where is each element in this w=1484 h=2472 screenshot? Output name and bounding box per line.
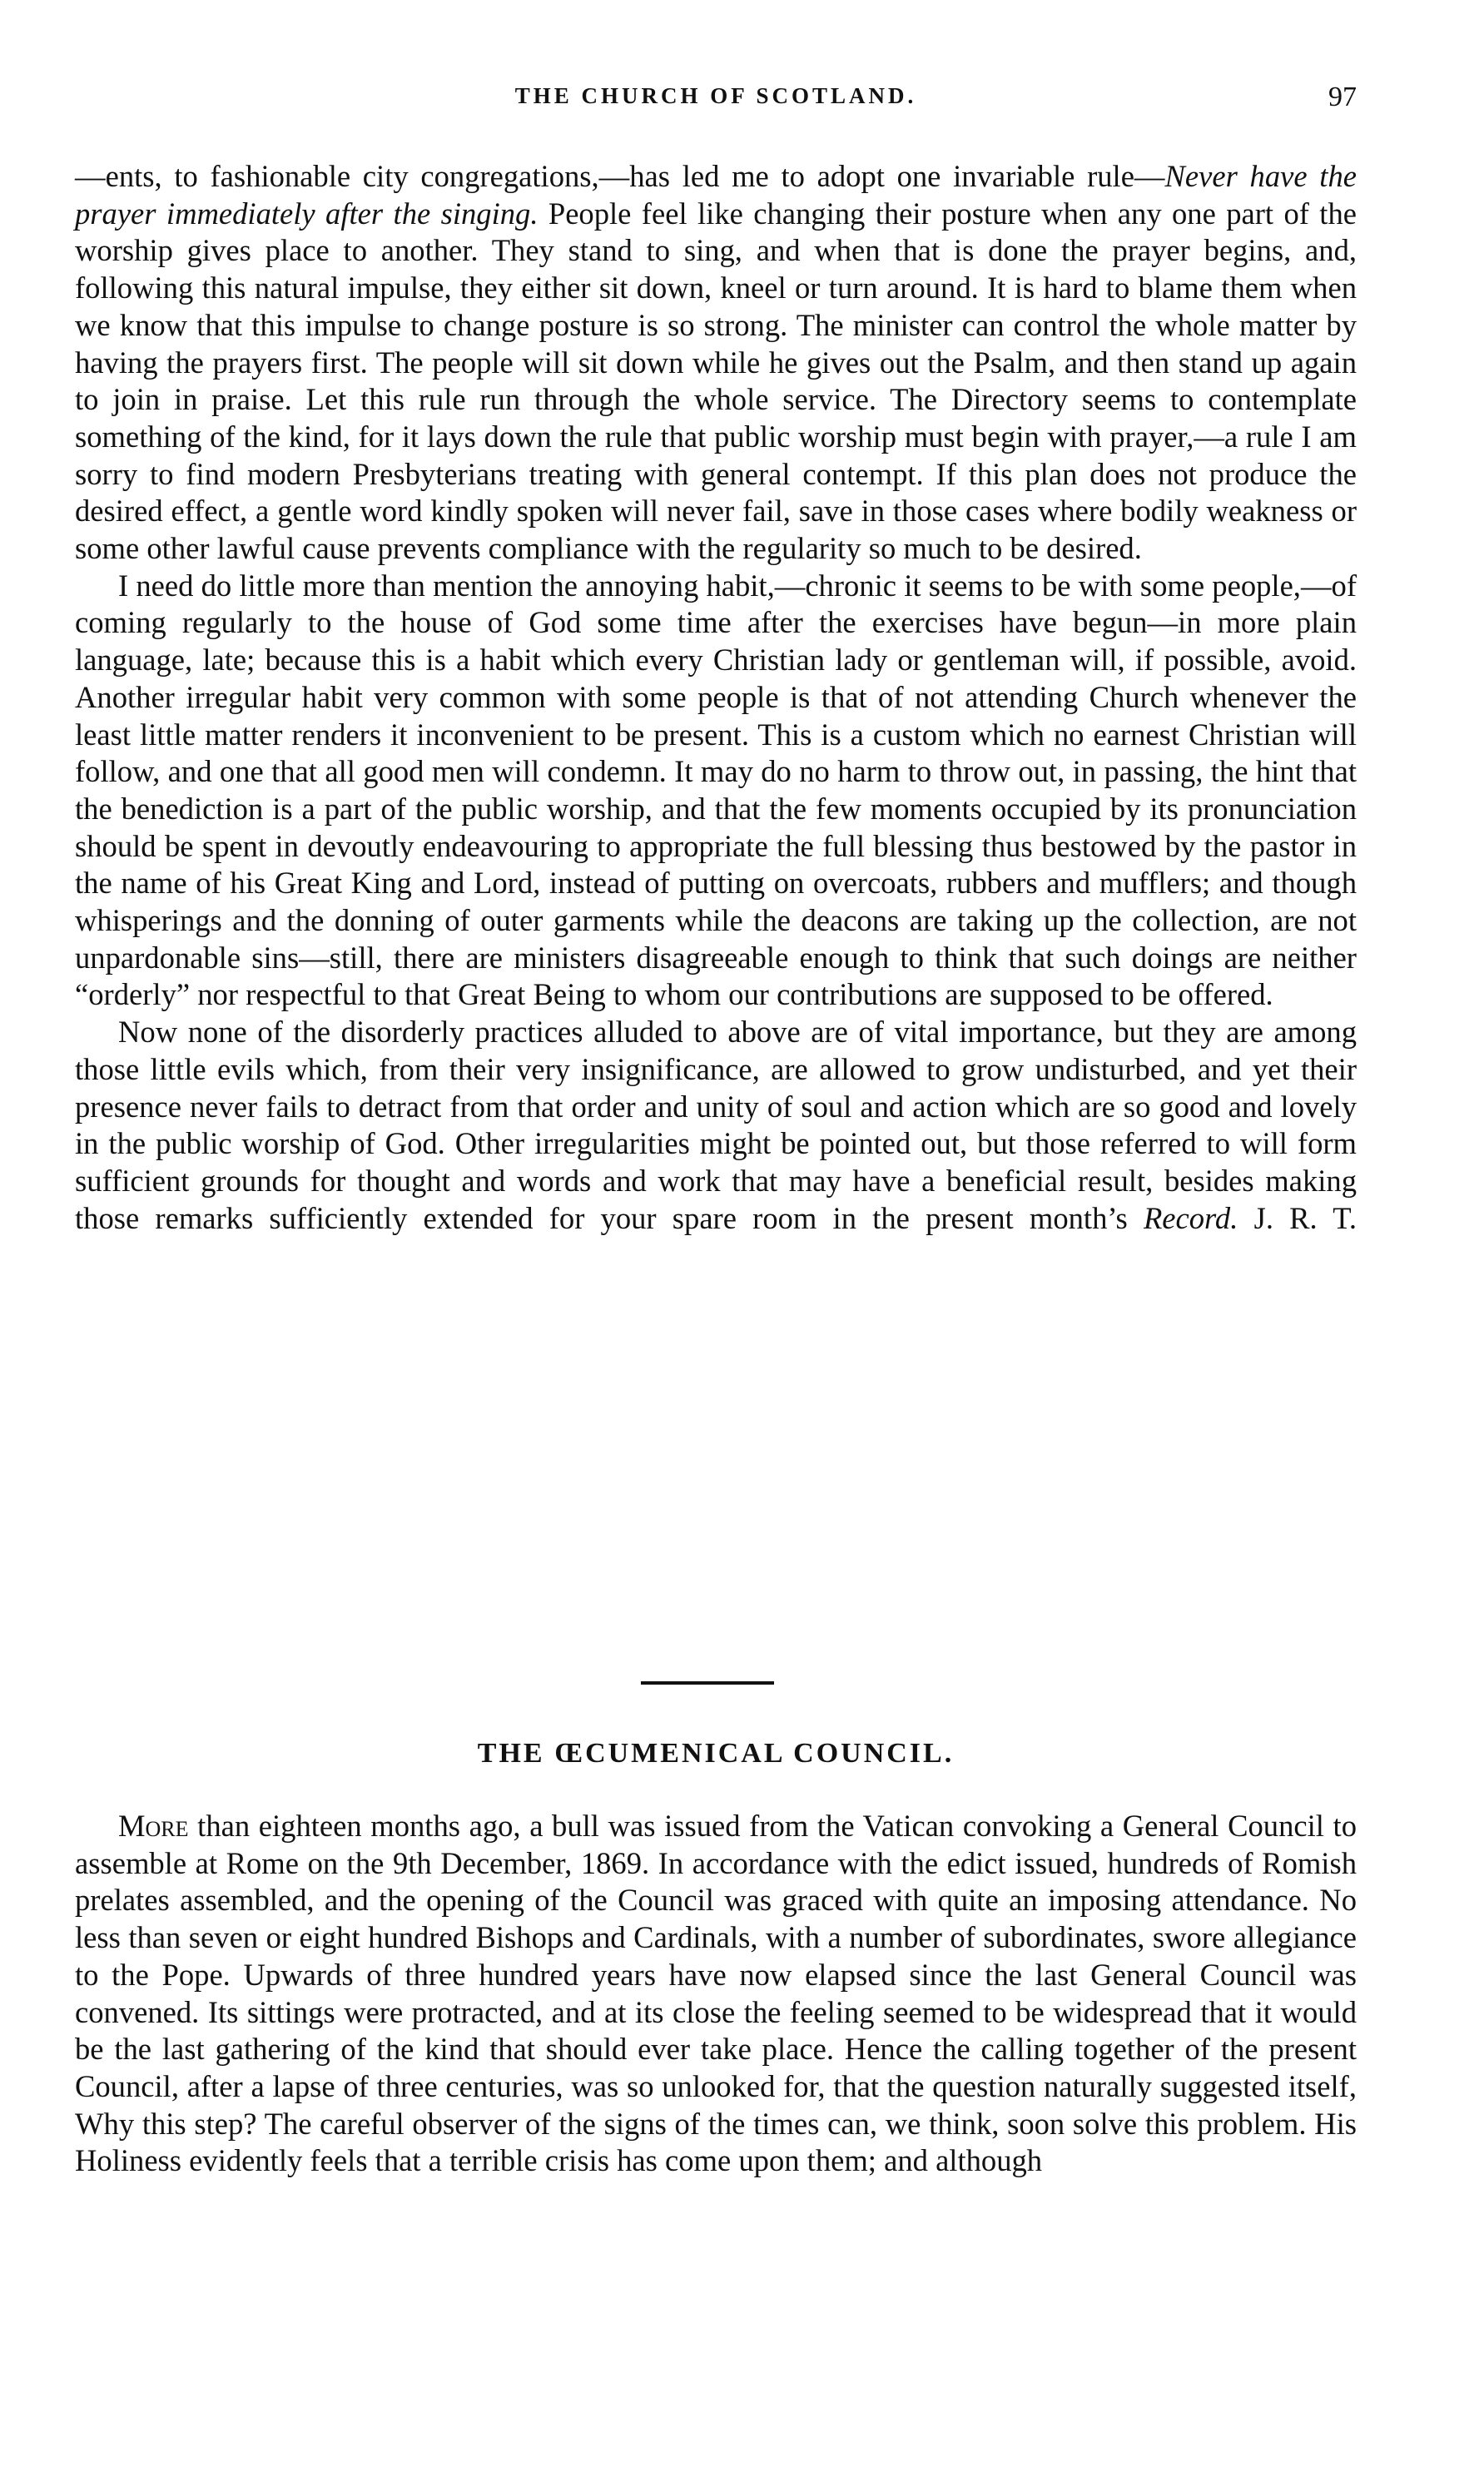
author-signature: J. R. T. (1253, 1200, 1357, 1235)
document-page (75, 0, 1357, 2472)
paragraph-text: than eighteen months ago, a bull was issued from the Vatican convoking a General Council to assemble at Rome on the 9th December, 1869. In accordance with the edict issued, hundreds of Romish prelates assembled, and the opening of the Council was graced with quite an imposing attendance. No less than seven or eight hundred Bishops and Cardinals, with a number of subordinates, swore allegiance to the Pope. Upwards of three hundred years have now elapsed since the last General Council was convened. Its sittings were protracted, and at its close the feeling seemed to be widespread that it would be the last gathering of the kind that should ever take place. Hence the calling together of the present Council, after a lapse of three centuries, was so unlooked for, that the question naturally suggested itself, Why this step? The careful observer of the signs of the times can, we think, soon solve this problem. His Holiness evidently feels that a terrible crisis has come upon them; and although (75, 1809, 1357, 2178)
running-head (75, 83, 1357, 117)
article-ecumenical-council (75, 1808, 1357, 2180)
paragraph-conclusion (75, 1014, 1357, 1237)
paragraph-text: I need do little more than mention the annoying habit,—chronic it seems to be with some people,—of coming regularly to the house of God some time after the exercises have begun—in more plain language, late; because this is a habit which every Christian lady or gentleman will, if possible, avoid. Another irregular habit very common with some people is that of not attending Church whenever the least little matter renders it inconvenient to be present. This is a custom which no earnest Christian will follow, and one that all good men will condemn. It may do no harm to throw out, in passing, the hint that the benediction is a part of the public worship, and that the few moments occupied by its pronunciation should be spent in devoutly endeavouring to appropriate the full blessing thus bestowed by the pastor in the name of his Great King and Lord, instead of putting on overcoats, rubbers and mufflers; and though whisperings and the donning of outer garments while the deacons are taking up the collection, are not unpardonable sins—still, there are ministers disagreeable enough to think that such doings are neither “orderly” nor respectful to that Great Being to whom our contributions are supposed to be offered. (75, 568, 1357, 1012)
italic-record: Record. (1143, 1200, 1238, 1235)
italic-rule: Never have the prayer immediately after the singing. (75, 159, 1357, 231)
lead-word: More (118, 1809, 189, 1843)
paragraph-posture (75, 158, 1357, 568)
paragraph-text: Now none of the disorderly practices alluded to above are of vital importance, but they are among those little evils which, from their very insignificance, are allowed to grow undisturbed, and yet their presence never fails to detract from that order and unity of soul and action which are so good and lovely in the public worship of God. Other irregularities might be pointed out, but those referred to will form sufficient grounds for thought and words and work that may have a beneficial result, besides making those remarks sufficiently extended for your spare room in the present month’s (75, 1015, 1357, 1235)
article-continuation (75, 158, 1357, 1237)
section-title: THE ŒCUMENICAL COUNCIL. (477, 1738, 955, 1769)
page-number: 97 (1328, 82, 1357, 112)
paragraph-council (75, 1808, 1357, 2180)
paragraph-text: —ents, to fashionable city congregations,—has led me to adopt one invariable rule— (75, 159, 1165, 193)
paragraph-late-coming (75, 568, 1357, 1014)
section-divider (641, 1681, 774, 1685)
running-title: THE CHURCH OF SCOTLAND. (514, 83, 917, 108)
paragraph-text: People feel like changing their posture when any one part of the worship gives place to another. They stand to sing, and when that is done the prayer begins, and, following this natural impulse, they either sit down, kneel or turn around. It is hard to blame them when we know that this impulse to change posture is so strong. The minister can control the whole matter by having the prayers first. The people will sit down while he gives out the Psalm, and then stand up again to join in praise. Let this rule run through the whole service. The Directory seems to contemplate something of the kind, for it lays down the rule that public worship must begin with prayer,—a rule I am sorry to find modern Presbyterians treating with general contempt. If this plan does not produce the desired effect, a gentle word kindly spoken will never fail, save in those cases where bodily weakness or some other lawful cause prevents compliance with the regularity so much to be desired. (75, 196, 1357, 566)
